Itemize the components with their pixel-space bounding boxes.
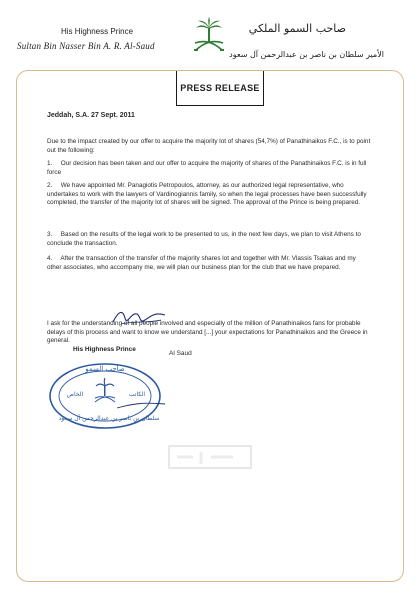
- point-number: 3.: [47, 231, 53, 238]
- dateline: Jeddah, S.A. 27 Sept. 2011: [47, 112, 135, 119]
- stamp-bottom-text: سلطان بن ناصر بن عبدالرحمن آل سعود: [58, 415, 160, 422]
- handwritten-signature: [109, 306, 169, 328]
- point-number: 4.: [47, 255, 53, 262]
- point-number: 1.: [47, 160, 53, 167]
- saudi-emblem-icon: [191, 16, 227, 56]
- closing-family-name: Al Saud: [169, 350, 192, 357]
- point-4: [47, 255, 371, 272]
- stamp-left-text: الخاص: [66, 391, 84, 398]
- arabic-name-calligraphy: [229, 44, 386, 62]
- arabic-title-calligraphy: [248, 13, 350, 41]
- intro-paragraph: Due to the impact created by our offer to acquire the majority lot of shares (54,7%) of Panathinaikos F.C., is to point out the following:: [47, 138, 371, 154]
- point-text: Based on the results of the legal work to be presented to us, in the next few days, we plan to visit Athens to conclude the transaction.: [47, 231, 361, 247]
- official-stamp: [47, 358, 171, 434]
- closing-title: His Highness Prince: [73, 346, 136, 353]
- press-release-label: PRESS RELEASE: [176, 71, 264, 106]
- point-1: [47, 160, 371, 177]
- point-text: We have appointed Mr. Panagiotis Petropoulos, attorney, as our authorized legal representative, who undertakes to work with the lawyers of Vardinogiannis family, so when the legal processes have been successfully completed, the transfer of the majority lot of shares will be signed. The approval of the Prince is being prepared.: [47, 182, 367, 206]
- appeal-paragraph: I ask for the understanding of all people involved and especially of the million of Panathinaikos fans for probable delays of this process and want to know we understand [...] your expectations for Panathinaikos and the Greece in general.: [47, 320, 368, 344]
- faint-watermark: [163, 436, 258, 476]
- stamp-top-text: صاحب السمو: [85, 365, 125, 373]
- letterhead-name: Sultan Bin Nasser Bin A. R. Al-Saud: [17, 41, 155, 51]
- stamp-right-text: الكاتب: [128, 391, 146, 398]
- point-text: After the transaction of the transfer of the majority shares lot and together with Mr. Vlassis Tsakas and my other associates, who accompany me, we will plan our business plan for the club that we have prepared.: [47, 255, 356, 271]
- arabic-title-text: صاحب السمو الملكي: [248, 22, 346, 35]
- point-2: [47, 182, 371, 208]
- letterhead-title: His Highness Prince: [61, 27, 134, 36]
- point-number: 2.: [47, 182, 53, 189]
- point-3: [47, 231, 371, 248]
- arabic-name-text: الأمير سلطان بن ناصر بن عبدالرحمن آل سعود: [229, 50, 384, 59]
- point-text: Our decision has been taken and our offer to acquire the majority of shares of the Panathinaikos F.C. is in full force: [47, 160, 367, 176]
